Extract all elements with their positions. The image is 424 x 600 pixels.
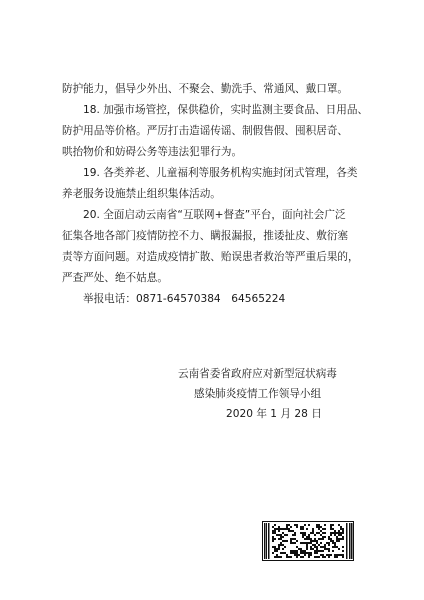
body-line: 防护能力，倡导少外出、不聚会、勤洗手、常通风、戴口罩。: [62, 83, 349, 95]
signature-block: [178, 364, 388, 424]
body-line: 19. 各类养老、儿童福利等服务机构实施封闭式管理，各类: [83, 167, 358, 179]
body-line: 防护用品等价格。严厉打击造谣传谣、制假售假、囤积居奇、: [62, 125, 349, 137]
body-line: 20. 全面启动云南省“互联网+督查”平台，面向社会广泛: [83, 209, 346, 221]
signature-org-line-2: 感染肺炎疫情工作领导小组: [194, 388, 322, 400]
body-line: 养老服务设施禁止组织集体活动。: [62, 188, 221, 200]
body-line: 严查严处、绝不姑息。: [62, 272, 168, 284]
signature-org-line-1: 云南省委省政府应对新型冠状病毒: [178, 368, 337, 380]
body-line: 责等方面问题。对造成疫情扩散、贻误患者救治等严重后果的，: [62, 251, 359, 263]
body-line: 18. 加强市场管控，保供稳价，实时监测主要食品、日用品、: [83, 104, 369, 116]
barcode-icon: [262, 521, 354, 561]
signature-date: 2020 年 1 月 28 日: [226, 408, 322, 420]
report-phone-line: 举报电话：0871-64570384 64565224: [83, 293, 286, 305]
body-line: 征集各地各部门疫情防控不力、瞒报漏报，推诿扯皮、敷衍塞: [62, 230, 349, 242]
document-body: [62, 79, 369, 310]
body-line: 哄抬物价和妨碍公务等违法犯罪行为。: [62, 146, 243, 158]
